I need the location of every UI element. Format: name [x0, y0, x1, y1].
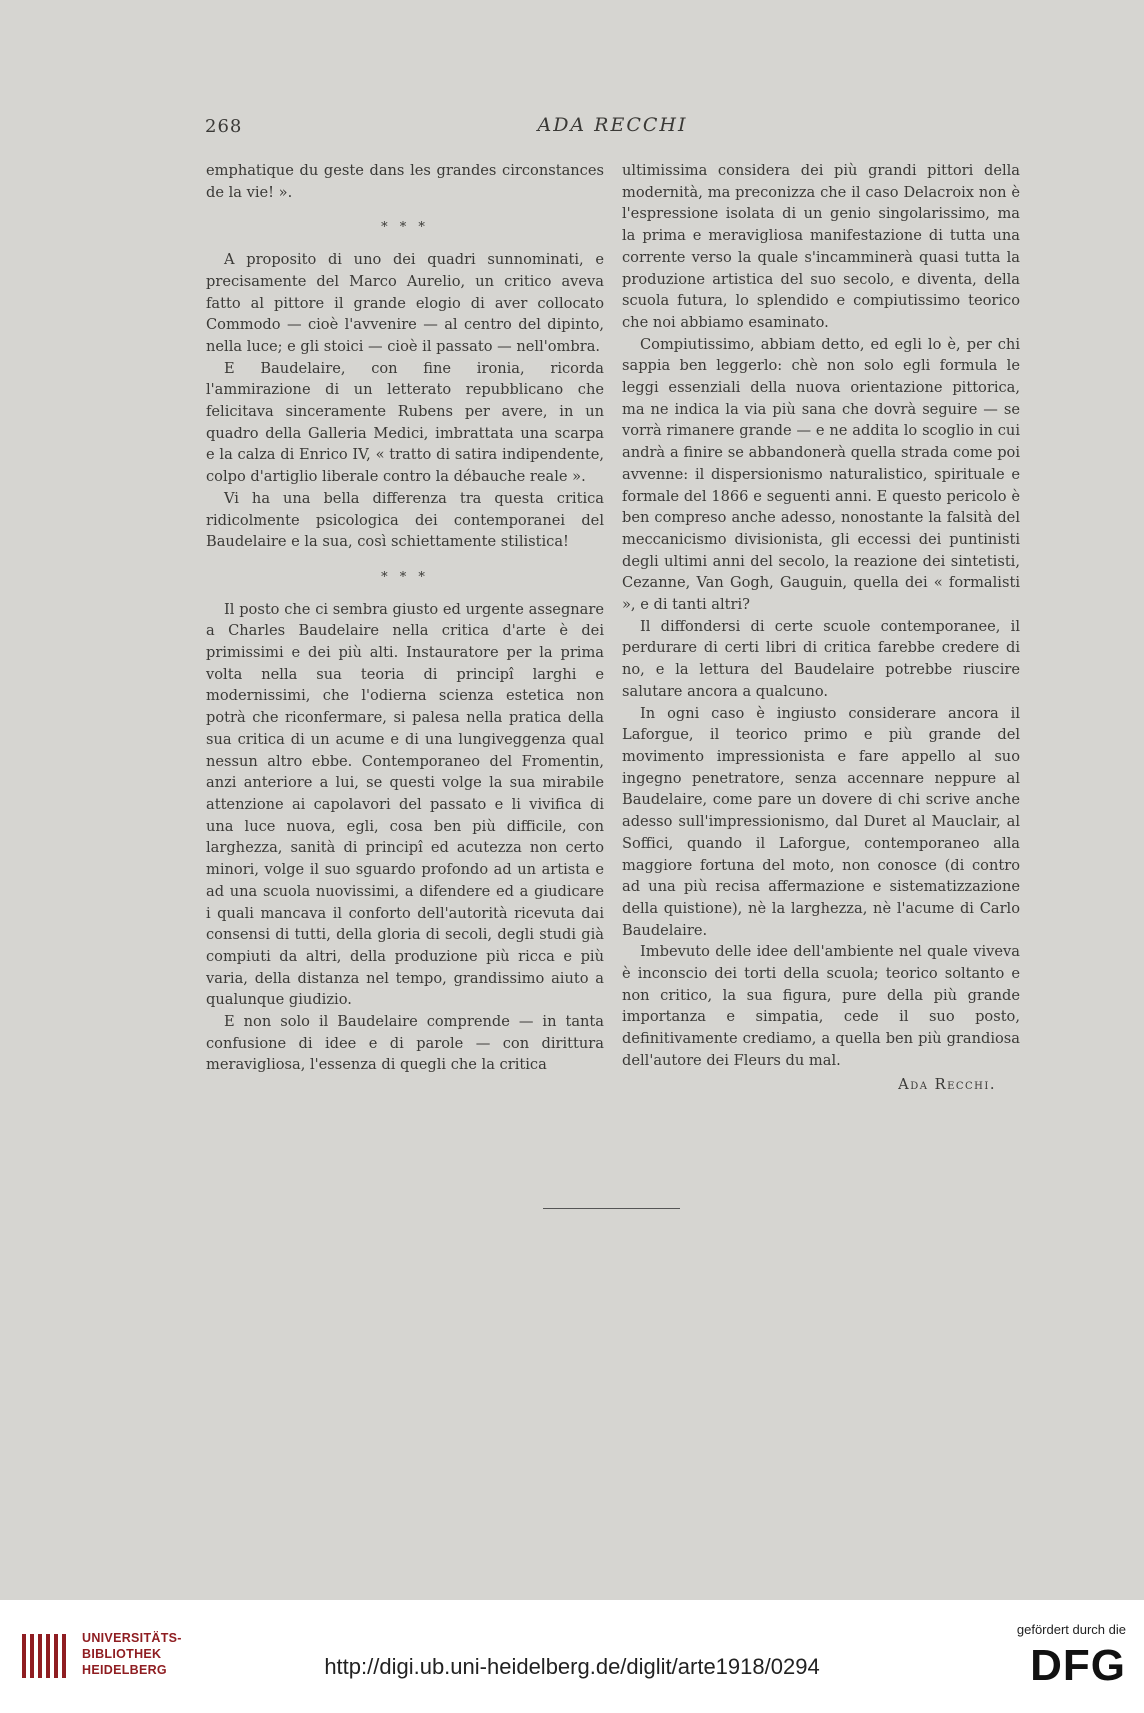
funding-caption: gefördert durch die — [1016, 1622, 1126, 1637]
left-column — [206, 160, 604, 1076]
dfg-logo: DFG — [1030, 1641, 1126, 1690]
paragraph: emphatique du geste dans les grandes circonstances de la vie! ». — [206, 162, 604, 201]
viewer-footer — [0, 1600, 1144, 1713]
section-break: * * * — [381, 220, 429, 236]
paragraph: Il posto che ci sembra giusto ed urgente assegnare a Charles Baudelaire nella critica d'arte è dei primissimi e dei più alti. Instauratore per la prima volta nella sua teoria di principî larghi e modernissimi, che l'odierna scienza estetica non potrà che riconfermare, si palesa nella pratica della sua critica di un acume e di una lungiveggenza qual nessun altro ebbe. Contemporaneo del Fromentin, anzi anteriore a lui, se questi volge la sua mirabile attenzione ai capolavori del passato e li vivifica di una luce nuova, egli, cosa ben più difficile, con larghezza, sanità di principî ed acutezza non certo minori, volge il suo sguardo profondo ad un artista e ad una scuola nuovissimi, a difendere ed a giudicare i quali mancava il conforto dell'autorità ricevuta dai consensi di tutti, della gloria di secoli, degli studi già compiuti da altri, della produzione più ricca e più varia, della distanza nel tempo, grandissimo aiuto a qualunque giudizio. — [206, 600, 604, 1009]
paragraph: E non solo il Baudelaire comprende — in tanta confusione di idee e di parole — con dirittura meravigliosa, l'essenza di quegli che la critica — [206, 1013, 604, 1074]
paragraph: Compiutissimo, abbiam detto, ed egli lo è, per chi sappia ben leggerlo: chè non solo egli formula le leggi essenziali della nuova orientazione pittorica, ma ne indica la via più sana che dovrà seguire — se vorrà rimanere grande — e ne addita lo scoglio in cui andrà a finire se abbandonerà quella strada come poi avvenne: il dispersionismo naturalistico, spirituale e formale del 1866 e seguenti anni. E questo pericolo è ben compreso anche adesso, nonostante la falsità del meccanicismo divisionista, gli eccessi dei puntinisti degli ultimi anni del secolo, la reazione dei sintetisti, Cezanne, Van Gogh, Gauguin, quella dei « formalisti », e di tanti altri? — [622, 335, 1020, 614]
library-name: UNIVERSITÄTS- BIBLIOTHEK HEIDELBERG — [82, 1631, 182, 1677]
paragraph: Il diffondersi di certe scuole contemporanee, il perdurare di certi libri di critica farebbe credere di no, e la lettura del Baudelaire potrebbe riuscire salutare ancora a qualcuno. — [622, 617, 1020, 700]
page-number: 268 — [205, 116, 243, 137]
paragraph: In ogni caso è ingiusto considerare ancora il Laforgue, il teorico primo e più grande del movimento impressionista e fare appello al suo ingegno penetratore, senza accennare neppure al Baudelaire, come pare un dovere di chi scrive anche adesso sull'impressionismo, dal Duret al Mauclair, al Soffici, quando il Laforgue, contemporaneo alla maggiore fortuna del moto, non conosce (di contro ad una più recisa affermazione e sistematizzazione della quistione), nè la larghezza, nè l'acume di Carlo Baudelaire. — [622, 704, 1020, 939]
paragraph: E Baudelaire, con fine ironia, ricorda l'ammirazione di un letterato repubblicano che felicitava sinceramente Rubens per avere, in un quadro della Galleria Medici, imbrattata una scarpa e la calza di Enrico IV, « tratto di satira indipendente, colpo d'artiglio liberale contro la débauche reale ». — [206, 359, 604, 486]
running-head — [205, 112, 1020, 142]
right-column — [622, 160, 1020, 1095]
author-signature: Ada Recchi. — [898, 1075, 996, 1093]
paragraph: ultimissima considera dei più grandi pittori della modernità, ma preconizza che il caso Delacroix non è l'espressione isolata di un genio singolarissimo, ma la prima e meravigliosa manifestazione di tutta una corrente verso la quale s'incamminerà quasi tutta la produzione artistica del suo secolo, e diventa, della scuola futura, lo splendido e compiutissimo teorico che noi abbiamo esaminato. — [622, 162, 1020, 331]
permalink-url[interactable]: http://digi.ub.uni-heidelberg.de/diglit/arte1918/0294 — [324, 1654, 820, 1679]
running-title: ADA RECCHI — [537, 114, 688, 136]
funder-block[interactable] — [976, 1622, 1126, 1691]
paragraph: Vi ha una bella differenza tra questa critica ridicolmente psicologica dei contemporanei del Baudelaire e la sua, così schiettamente stilistica! — [206, 489, 604, 551]
section-break: * * * — [381, 569, 429, 585]
paragraph: A proposito di uno dei quadri sunnominati, e precisamente del Marco Aurelio, un critico aveva fatto al pittore il grande elogio di aver collocato Commodo — cioè l'avvenire — al centro del dipinto, nella luce; e gli stoici — cioè il passato — nell'ombra. — [206, 251, 604, 355]
end-rule — [543, 1208, 680, 1209]
paragraph: Imbevuto delle idee dell'ambiente nel quale viveva è inconscio dei torti della scuola; teorico soltanto e non critico, la sua figura, pure della più grande importanza e simpatia, cede il suo posto, definitivamente crediamo, a quella ben più grandiosa dell'autore dei Fleurs du mal. — [622, 943, 1020, 1069]
